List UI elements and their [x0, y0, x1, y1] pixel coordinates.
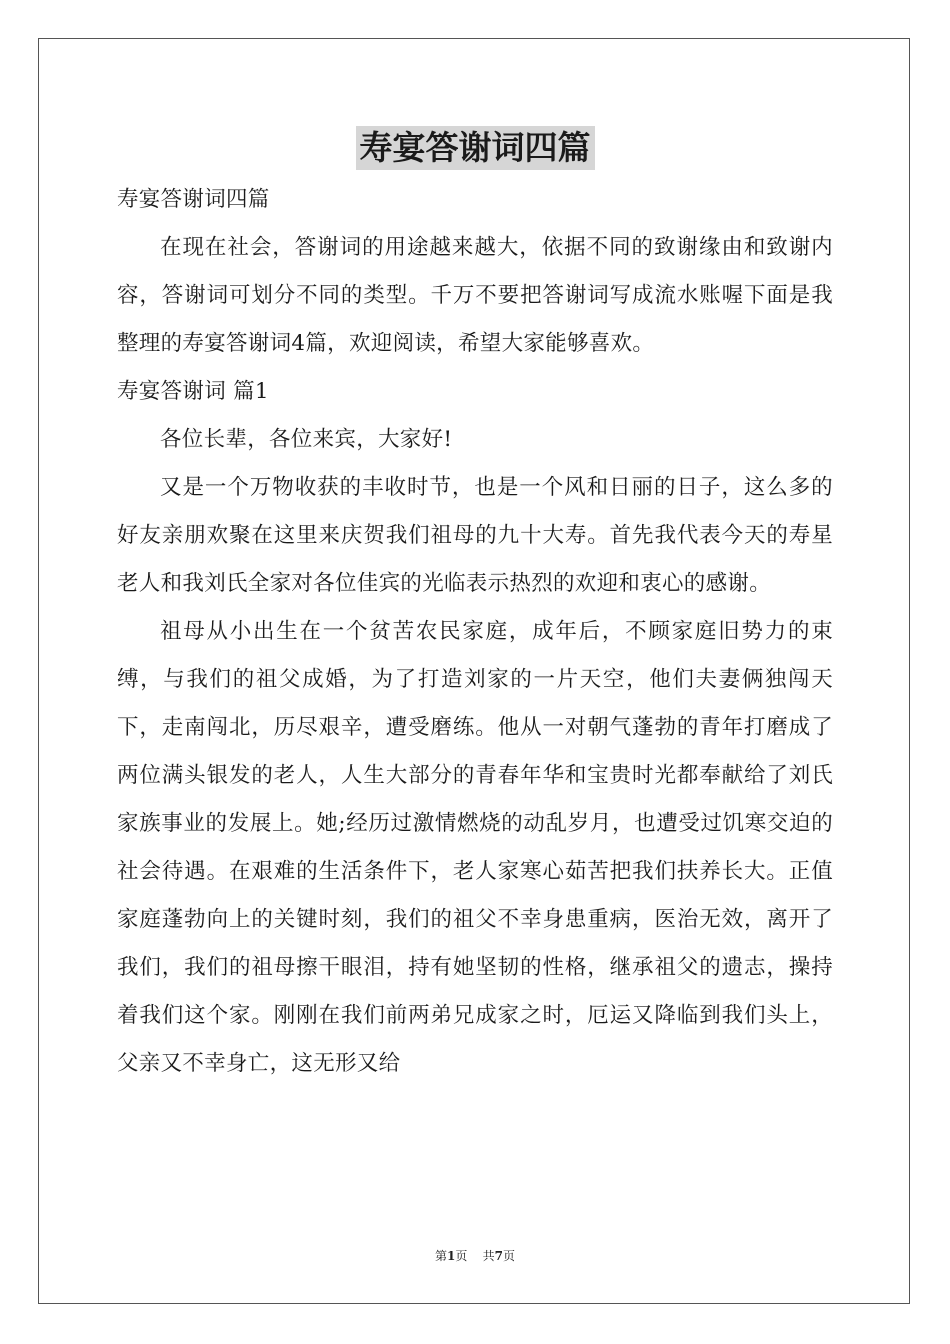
current-page-number: 1	[446, 1249, 456, 1263]
title-area	[0, 126, 950, 170]
page-label-prefix: 第	[434, 1249, 447, 1263]
document-title: 寿宴答谢词四篇	[356, 126, 595, 170]
document-body	[117, 176, 833, 1088]
body-paragraph: 在现在社会，答谢词的用途越来越大，依据不同的致谢缘由和致谢内容，答谢词可划分不同的类型。千万不要把答谢词写成流水账喔下面是我整理的寿宴答谢词4篇，欢迎阅读，希望大家能够喜欢。	[117, 235, 833, 356]
page-footer	[0, 1248, 950, 1264]
body-paragraph: 祖母从小出生在一个贫苦农民家庭，成年后，不顾家庭旧势力的束缚，与我们的祖父成婚，为了打造刘家的一片天空，他们夫妻俩独闯天下，走南闯北，历尽艰辛，遭受磨练。他从一对朝气蓬勃的青年打磨成了两位满头银发的老人，人生大部分的青春年华和宝贵时光都奉献给了刘氏家族事业的发展上。她;经历过激情燃烧的动乱岁月，也遭受过饥寒交迫的社会待遇。在艰难的生活条件下，老人家寒心茹苦把我们扶养长大。正值家庭蓬勃向上的关键时刻，我们的祖父不幸身患重病，医治无效，离开了我们，我们的祖母擦干眼泪，持有她坚韧的性格，继承祖父的遗志，操持着我们这个家。刚刚在我们前两弟兄成家之时，厄运又降临到我们头上，父亲又不幸身亡，这无形又给	[117, 619, 833, 1076]
total-page-number: 7	[494, 1249, 503, 1263]
total-label-suffix: 页	[503, 1249, 516, 1263]
body-paragraph: 又是一个万物收获的丰收时节，也是一个风和日丽的日子，这么多的好友亲朋欢聚在这里来庆贺我们祖母的九十大寿。首先我代表今天的寿星老人和我刘氏全家对各位佳宾的光临表示热烈的欢迎和衷心的感谢。	[117, 475, 833, 596]
page-label-suffix: 页	[455, 1249, 468, 1263]
section-heading: 寿宴答谢词四篇	[117, 187, 270, 212]
body-paragraph: 各位长辈，各位来宾，大家好!	[160, 427, 453, 452]
section-heading: 寿宴答谢词 篇1	[117, 379, 269, 404]
total-label-prefix: 共	[482, 1249, 495, 1263]
